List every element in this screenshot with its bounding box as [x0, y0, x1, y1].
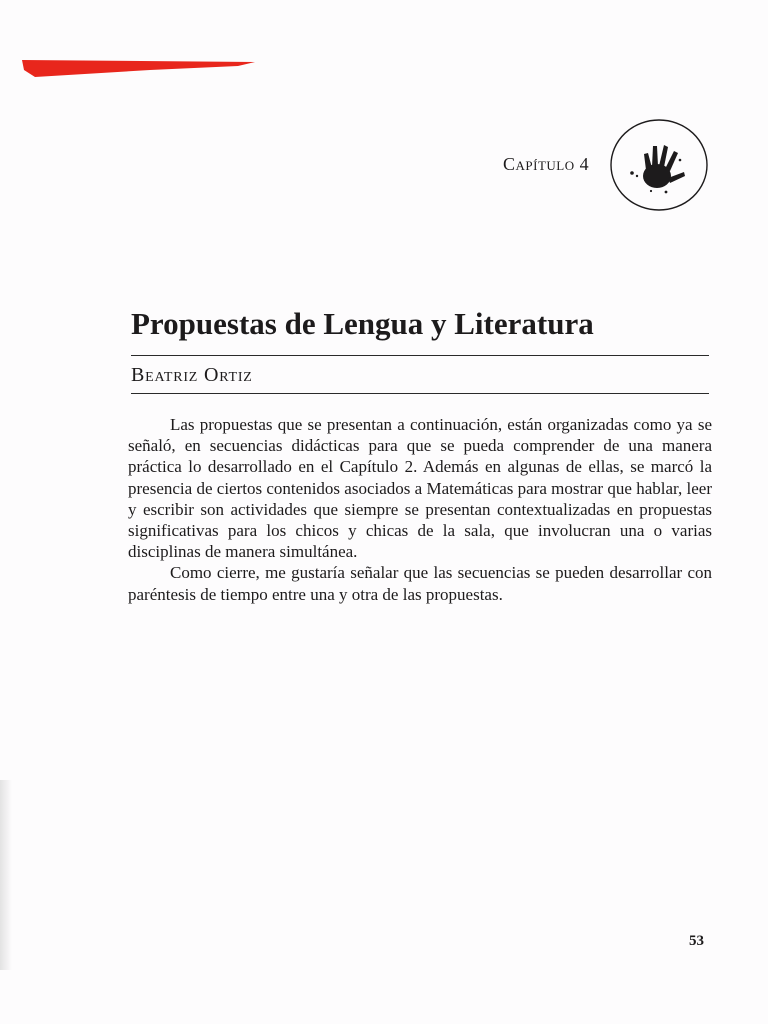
chapter-label: Capítulo 4: [503, 154, 590, 174]
paragraph: Como cierre, me gustaría señalar que las secuencias se pueden desarrollar con paréntesis de tiempo entre una y otra de las propuestas.: [128, 563, 712, 604]
handprint-icon: [608, 118, 710, 212]
author-rule: [131, 393, 709, 394]
author-name: Beatriz Ortiz: [131, 364, 253, 386]
title-rule: [131, 355, 709, 356]
paragraph: Las propuestas que se presentan a continuación, están organizadas como ya se señaló, en secuencias didácticas para que se pueda comprender de una manera práctica lo desarrollado en el Capítulo 2. Además en algunas de ellas, se marcó la presencia de ciertos contenidos asociados a Matemáticas para mostrar que hablar, leer y escribir son actividades que siempre se presentan contextualizadas en propuestas significativas para los chicos y chicas de la sala, que involucran una o varias disciplinas de manera simultánea.: [128, 415, 712, 562]
page-number: 53: [689, 933, 704, 949]
article-title: Propuestas de Lengua y Literatura: [131, 306, 594, 341]
scan-edge-shadow: [0, 780, 12, 970]
red-corner-mark: [0, 0, 260, 80]
article-body: [128, 414, 712, 605]
